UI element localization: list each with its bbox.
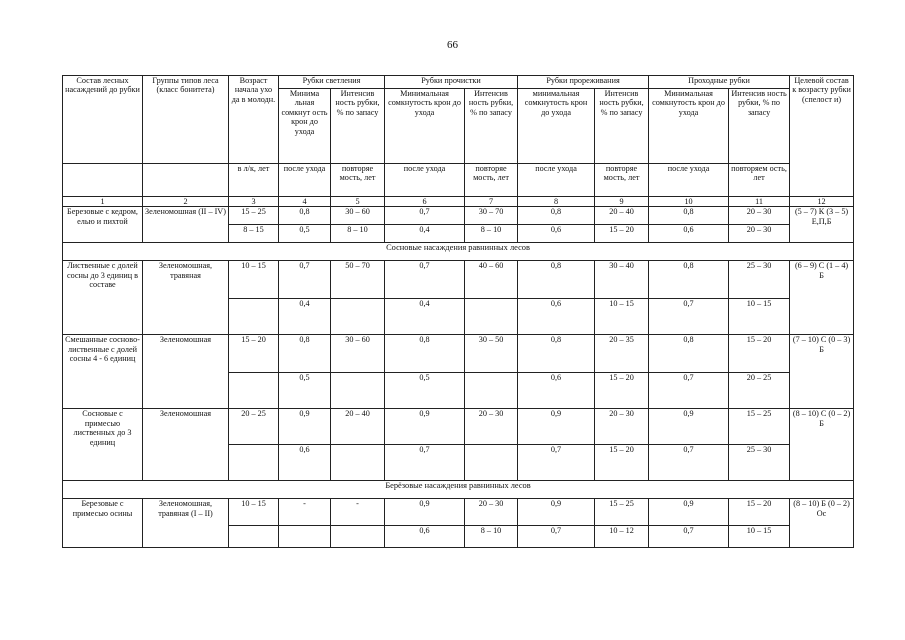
value-cell: 0,8 [385, 335, 465, 373]
value-cell [331, 445, 385, 481]
column-number: 9 [595, 197, 649, 207]
value-cell: 0,4 [385, 299, 465, 335]
column-number: 11 [729, 197, 790, 207]
header-forest-type: Группы типов леса (класс бонитета) [143, 76, 229, 164]
value-cell: 10 – 15 [229, 261, 279, 299]
target-composition-cell: (6 – 9) С (1 – 4) Б [790, 261, 854, 335]
composition-cell: Сосновые с примесью лиственных до 3 единиц [63, 409, 143, 481]
value-cell [279, 526, 331, 548]
forest-type-cell: Зеленомошная, травяная [143, 261, 229, 335]
value-cell: 20 – 40 [331, 409, 385, 445]
header-target: Целевой состав к возрасту рубки (спелост и) [790, 76, 854, 197]
value-cell: 15 – 20 [595, 445, 649, 481]
value-cell: 8 – 10 [465, 526, 518, 548]
section-title: Сосновые насаждения равнинных лесов [63, 243, 854, 261]
value-cell: - [331, 499, 385, 526]
header-intensity: Интенсив ность рубки, % по запасу [729, 89, 790, 164]
value-cell [465, 373, 518, 409]
value-cell: 0,6 [518, 299, 595, 335]
column-number: 4 [279, 197, 331, 207]
value-cell: 20 – 30 [595, 409, 649, 445]
value-cell: 0,9 [518, 409, 595, 445]
header-min-density: минимальная сомкнутость крон до ухода [518, 89, 595, 164]
target-composition-cell: (5 – 7) К (3 – 5) Е,П,Б [790, 207, 854, 243]
value-cell: 8 – 15 [229, 225, 279, 243]
composition-cell: Березовые с кедром, елью и пихтой [63, 207, 143, 243]
value-cell: 0,9 [518, 499, 595, 526]
value-cell [465, 299, 518, 335]
value-cell: 20 – 30 [729, 207, 790, 225]
header-min-density: Минима льная сомкнут ость крон до ухода [279, 89, 331, 164]
value-cell: 0,5 [385, 373, 465, 409]
value-cell [229, 373, 279, 409]
forest-type-cell: Зеленомошная [143, 335, 229, 409]
column-number: 5 [331, 197, 385, 207]
value-cell: 10 – 15 [729, 299, 790, 335]
composition-cell: Березовые с примесью осины [63, 499, 143, 548]
value-cell: 20 – 25 [729, 373, 790, 409]
value-cell: 0,7 [649, 299, 729, 335]
header-after-care: после ухода [385, 164, 465, 197]
value-cell: 0,7 [279, 261, 331, 299]
value-cell: 0,7 [385, 445, 465, 481]
header-group-passage: Проходные рубки [649, 76, 790, 89]
header-min-density: Минимальная сомкнутость крон до ухода [385, 89, 465, 164]
forest-type-cell: Зеленомошная (II – IV) [143, 207, 229, 243]
value-cell: 10 – 15 [729, 526, 790, 548]
column-number: 12 [790, 197, 854, 207]
value-cell: 0,4 [279, 299, 331, 335]
value-cell: 0,8 [518, 261, 595, 299]
value-cell: 0,6 [279, 445, 331, 481]
header-group-cleaning: Рубки прочистки [385, 76, 518, 89]
header-composition: Состав лесных насаждений до рубки [63, 76, 143, 164]
target-composition-cell: (8 – 10) С (0 – 2) Б [790, 409, 854, 481]
value-cell: 0,9 [385, 499, 465, 526]
section-title: Берёзовые насаждения равнинных лесов [63, 481, 854, 499]
value-cell: 0,7 [649, 526, 729, 548]
value-cell: 0,5 [279, 225, 331, 243]
header-after-care: после ухода [649, 164, 729, 197]
composition-cell: Лиственные с долей сосны до 3 единиц в составе [63, 261, 143, 335]
table-row [63, 261, 854, 299]
value-cell: 8 – 10 [465, 225, 518, 243]
value-cell: 20 – 30 [465, 409, 518, 445]
header-empty [63, 164, 143, 197]
value-cell: 10 – 12 [595, 526, 649, 548]
column-number: 3 [229, 197, 279, 207]
value-cell: 0,8 [649, 261, 729, 299]
header-after-care: после ухода [279, 164, 331, 197]
header-intensity: Интенсив ность рубки, % по запасу [465, 89, 518, 164]
value-cell: 0,6 [385, 526, 465, 548]
value-cell [331, 373, 385, 409]
column-number: 1 [63, 197, 143, 207]
value-cell: 15 – 25 [729, 409, 790, 445]
value-cell [229, 299, 279, 335]
column-number: 2 [143, 197, 229, 207]
value-cell: 30 – 60 [331, 335, 385, 373]
value-cell: 15 – 25 [595, 499, 649, 526]
target-composition-cell: (8 – 10) Б (0 – 2) Ос [790, 499, 854, 548]
header-repeat: повторяе мость, лет [595, 164, 649, 197]
value-cell: 30 – 60 [331, 207, 385, 225]
value-cell: 40 – 60 [465, 261, 518, 299]
value-cell: 0,6 [518, 373, 595, 409]
value-cell: 25 – 30 [729, 261, 790, 299]
value-cell: 8 – 10 [331, 225, 385, 243]
value-cell: 15 – 20 [729, 335, 790, 373]
value-cell: - [279, 499, 331, 526]
value-cell [229, 526, 279, 548]
column-numbers-row [63, 197, 854, 207]
value-cell [331, 526, 385, 548]
value-cell [465, 445, 518, 481]
header-after-care: после ухода [518, 164, 595, 197]
value-cell: 0,8 [279, 207, 331, 225]
header-group-lightening: Рубки светления [279, 76, 385, 89]
column-number: 10 [649, 197, 729, 207]
value-cell: 0,9 [385, 409, 465, 445]
value-cell: 20 – 30 [729, 225, 790, 243]
value-cell: 0,6 [649, 225, 729, 243]
value-cell: 0,8 [649, 335, 729, 373]
header-min-density: Минимальная сомкнутость крон до ухода [649, 89, 729, 164]
value-cell: 20 – 25 [229, 409, 279, 445]
value-cell [331, 299, 385, 335]
value-cell: 30 – 50 [465, 335, 518, 373]
value-cell: 0,4 [385, 225, 465, 243]
forest-type-cell: Зеленомошная, травяная (I – II) [143, 499, 229, 548]
value-cell: 15 – 20 [229, 335, 279, 373]
value-cell: 15 – 20 [595, 373, 649, 409]
value-cell: 15 – 20 [729, 499, 790, 526]
value-cell: 0,9 [279, 409, 331, 445]
value-cell: 0,8 [518, 335, 595, 373]
value-cell: 10 – 15 [595, 299, 649, 335]
value-cell: 20 – 35 [595, 335, 649, 373]
header-unit: в л/к, лет [229, 164, 279, 197]
value-cell: 0,7 [518, 526, 595, 548]
value-cell: 20 – 40 [595, 207, 649, 225]
composition-cell: Смешанные сосново-лиственные с долей сосны 4 - 6 единиц [63, 335, 143, 409]
target-composition-cell: (7 – 10) С (0 – 3) Б [790, 335, 854, 409]
value-cell: 0,6 [518, 225, 595, 243]
header-group-thinning: Рубки прореживания [518, 76, 649, 89]
column-number: 7 [465, 197, 518, 207]
value-cell: 0,9 [649, 499, 729, 526]
value-cell: 0,8 [518, 207, 595, 225]
value-cell: 50 – 70 [331, 261, 385, 299]
table-row [63, 335, 854, 373]
column-number: 8 [518, 197, 595, 207]
value-cell: 25 – 30 [729, 445, 790, 481]
table-row [63, 207, 854, 225]
value-cell: 15 – 25 [229, 207, 279, 225]
forest-care-table [62, 75, 854, 548]
value-cell: 10 – 15 [229, 499, 279, 526]
value-cell: 30 – 70 [465, 207, 518, 225]
value-cell: 0,7 [649, 373, 729, 409]
table-row [63, 409, 854, 445]
header-repeat: повторяем ость, лет [729, 164, 790, 197]
header-empty [143, 164, 229, 197]
value-cell: 20 – 30 [465, 499, 518, 526]
header-repeat: повторяе мость, лет [465, 164, 518, 197]
header-start-age: Возраст начала ухо да в молодн. [229, 76, 279, 164]
table-row [63, 499, 854, 526]
value-cell: 0,7 [385, 261, 465, 299]
value-cell: 30 – 40 [595, 261, 649, 299]
value-cell: 0,8 [279, 335, 331, 373]
header-intensity: Интенсив ность рубки, % по запасу [595, 89, 649, 164]
forest-type-cell: Зеленомошная [143, 409, 229, 481]
value-cell [229, 445, 279, 481]
value-cell: 15 – 20 [595, 225, 649, 243]
value-cell: 0,9 [649, 409, 729, 445]
page-number: 66 [447, 39, 458, 51]
value-cell: 0,7 [385, 207, 465, 225]
header-intensity: Интенсив ность рубки, % по запасу [331, 89, 385, 164]
column-number: 6 [385, 197, 465, 207]
value-cell: 0,8 [649, 207, 729, 225]
value-cell: 0,5 [279, 373, 331, 409]
value-cell: 0,7 [518, 445, 595, 481]
value-cell: 0,7 [649, 445, 729, 481]
header-repeat: повторяе мость, лет [331, 164, 385, 197]
